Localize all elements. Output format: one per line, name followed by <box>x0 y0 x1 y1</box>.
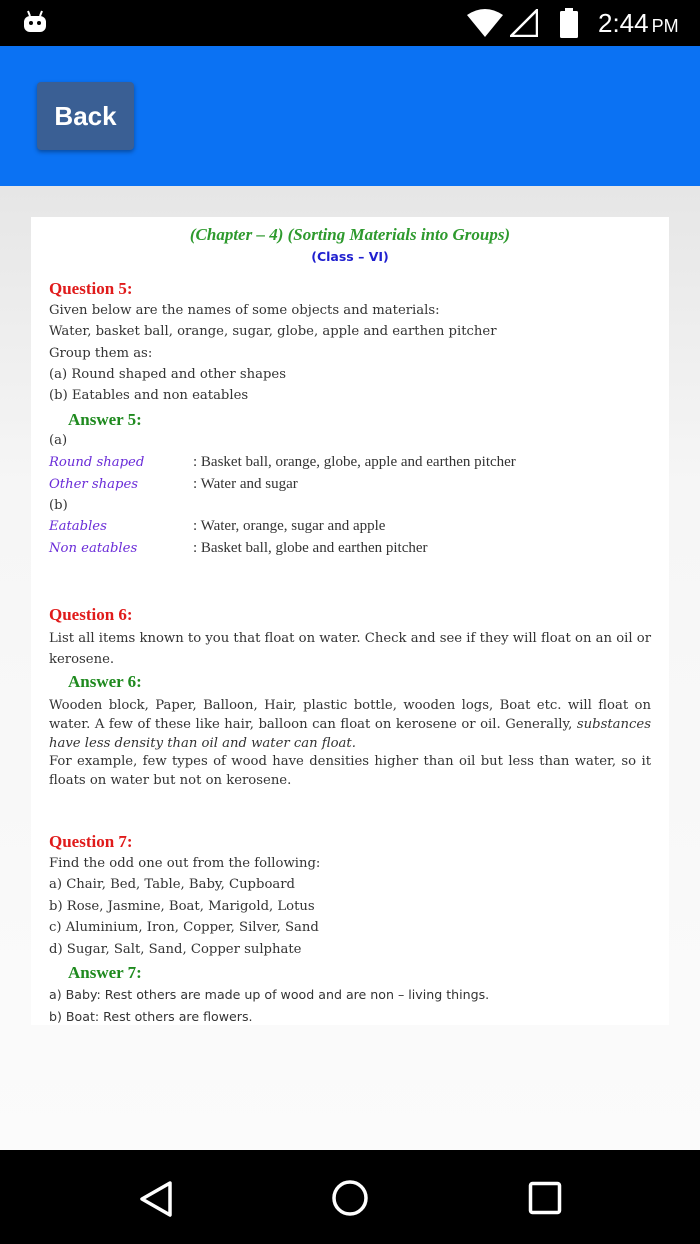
signal-icon <box>510 9 538 37</box>
q6-answer-text: Wooden block, Paper, Balloon, Hair, plastic bottle, wooden logs, Boat etc. will float on water. A few of these like hair, balloon can float on kerosene or oil. Generally, <box>49 698 651 732</box>
android-debug-icon <box>22 10 48 34</box>
answer-6-title: Answer 6: <box>68 672 142 691</box>
q5-line: Given below are the names of some objects and materials: <box>49 303 440 318</box>
q5-line: Water, basket ball, orange, sugar, globe, apple and earthen pitcher <box>49 324 497 339</box>
navigation-bar <box>0 1150 700 1244</box>
back-triangle-icon[interactable] <box>138 1180 174 1218</box>
q6-answer-paragraph-1 <box>49 696 651 753</box>
q5-line: Group them as: <box>49 346 153 361</box>
eatables-value: : Water, orange, sugar and apple <box>193 518 386 534</box>
question-5-title: Question 5: <box>49 279 133 298</box>
q7-answer-line: a) Baby: Rest others are made up of wood and are non – living things. <box>49 987 490 1002</box>
back-button[interactable]: Back <box>37 82 134 150</box>
answer-5-part-b: (b) <box>49 498 68 513</box>
non-eatables-value: : Basket ball, globe and earthen pitcher <box>193 540 428 556</box>
q7-line: d) Sugar, Salt, Sand, Copper sulphate <box>49 942 302 957</box>
q6-answer-paragraph-2: For example, few types of wood have densities higher than oil but less than water, so it floats on water but not on kerosene. <box>49 754 651 788</box>
clock-ampm: PM <box>651 16 679 36</box>
q6-question: List all items known to you that float on water. Check and see if they will float on an oil or kerosene. <box>49 631 652 667</box>
answer-5-title: Answer 5: <box>68 410 142 429</box>
q7-line: c) Aluminium, Iron, Copper, Silver, Sand <box>49 920 319 935</box>
recents-square-icon[interactable] <box>528 1181 562 1215</box>
round-shaped-value: : Basket ball, orange, globe, apple and earthen pitcher <box>193 454 516 470</box>
q7-line: a) Chair, Bed, Table, Baby, Cupboard <box>49 877 295 892</box>
chapter-title: (Chapter – 4) (Sorting Materials into Groups) <box>189 225 511 244</box>
q6-answer-italic: substances have less density than oil and water can float. <box>49 717 651 751</box>
q7-line: b) Rose, Jasmine, Boat, Marigold, Lotus <box>49 899 315 914</box>
wifi-icon <box>466 9 504 37</box>
question-6-title: Question 6: <box>49 605 133 624</box>
answer-7-title: Answer 7: <box>68 963 142 982</box>
clock <box>598 8 679 39</box>
battery-icon <box>560 8 578 38</box>
q7-line: Find the odd one out from the following: <box>49 856 321 871</box>
q5-line: (a) Round shaped and other shapes <box>49 367 286 382</box>
answer-5-part-a: (a) <box>49 433 68 448</box>
status-bar <box>0 0 700 46</box>
document-page[interactable] <box>31 217 669 1025</box>
question-7-title: Question 7: <box>49 832 133 851</box>
clock-time: 2:44 <box>598 8 649 38</box>
eatables-label: Eatables <box>49 519 107 534</box>
q5-line: (b) Eatables and non eatables <box>49 388 249 403</box>
q7-answer-line: b) Boat: Rest others are flowers. <box>49 1009 253 1024</box>
round-shaped-label: Round shaped <box>49 455 145 470</box>
class-label: (Class – VI) <box>311 249 389 264</box>
non-eatables-label: Non eatables <box>49 541 138 556</box>
other-shapes-label: Other shapes <box>49 477 139 492</box>
home-circle-icon[interactable] <box>331 1179 369 1217</box>
other-shapes-value: : Water and sugar <box>193 476 298 492</box>
